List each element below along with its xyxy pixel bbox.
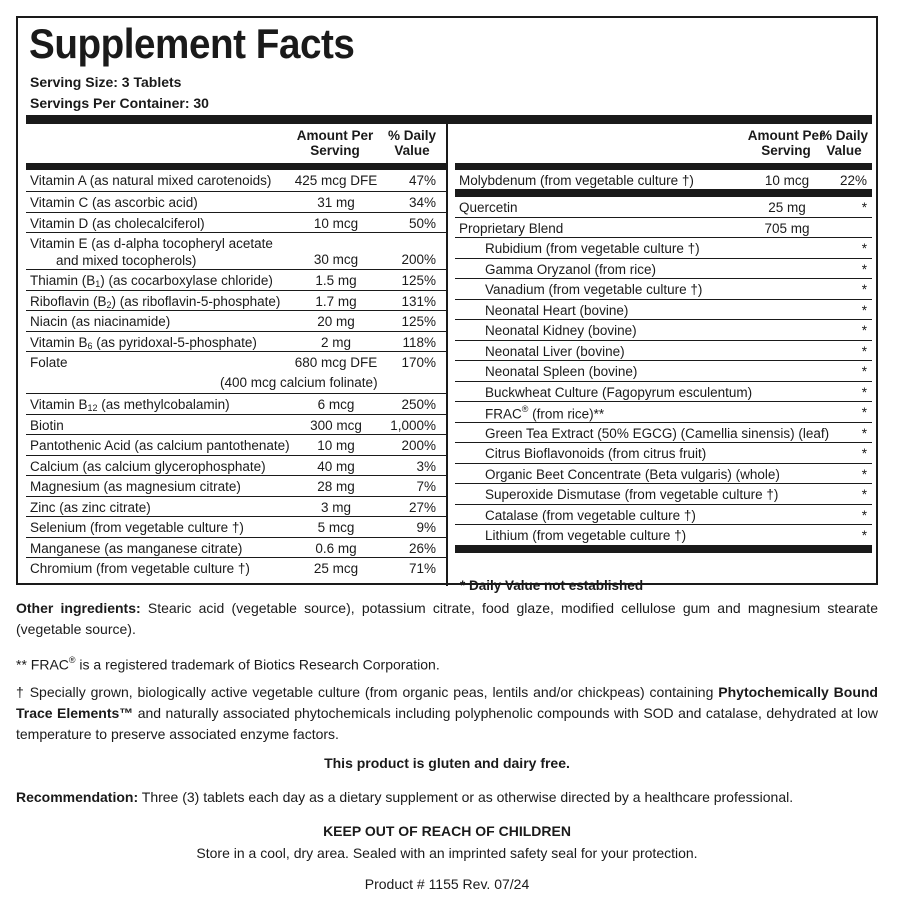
- daily-value: 1,000%: [390, 417, 436, 433]
- nutrient-name: [485, 467, 780, 482]
- nutrient-name-text: Chromium (from vegetable culture †): [30, 561, 250, 576]
- nutrient-name: [30, 195, 198, 210]
- amount-per-serving: 2 mg: [320, 334, 351, 350]
- nutrient-name: [485, 405, 604, 422]
- storage-instructions: Store in a cool, dry area. Sealed with an imprinted safety seal for your protection.: [196, 845, 698, 861]
- nutrient-row: [455, 505, 872, 526]
- nutrient-name-text: Vitamin A (as natural mixed carotenoids): [30, 173, 272, 188]
- daily-value: *: [861, 323, 867, 338]
- daily-value: *: [861, 343, 867, 359]
- daily-value: 3%: [416, 458, 436, 474]
- nutrient-name: [485, 262, 656, 277]
- nutrient-row: [26, 233, 446, 270]
- nutrient-name-text: ) (as riboflavin-5-phosphate): [111, 293, 281, 309]
- nutrient-name-text: Superoxide Dismutase (from vegetable culture †): [485, 487, 779, 502]
- amount-per-serving-header: Amount Per Serving: [296, 128, 374, 158]
- nutrient-name: [485, 303, 628, 318]
- daily-value: 71%: [408, 561, 436, 576]
- daily-value: 125%: [401, 273, 436, 288]
- nutrient-name: [459, 173, 694, 188]
- daily-value: *: [861, 241, 867, 256]
- nutrient-name-text: Quercetin: [459, 200, 518, 215]
- nutrient-name-text: Neonatal Liver (bovine): [485, 343, 625, 359]
- daily-value-header: % Daily Value: [819, 128, 869, 158]
- nutrient-name-text: Magnesium (as magnesium citrate): [30, 479, 241, 494]
- servings-per-container: Servings Per Container: 30: [30, 95, 209, 111]
- nutrient-row: [26, 311, 446, 332]
- nutrient-name-text: Rubidium (from vegetable culture †): [485, 241, 700, 256]
- nutrient-name-text: (from rice)**: [528, 406, 605, 422]
- amount-per-serving: 10 mcg: [313, 215, 359, 231]
- product-number: Product # 1155 Rev. 07/24: [364, 876, 530, 892]
- nutrient-row: [455, 341, 872, 362]
- nutrient-name: [485, 426, 829, 441]
- amount-per-serving: 6 mcg: [317, 397, 355, 412]
- nutrient-name-text: Vitamin E (as d-alpha tocopheryl acetate: [30, 236, 273, 251]
- nutrient-name-text: Proprietary Blend: [459, 220, 564, 236]
- daily-value: 47%: [408, 173, 436, 188]
- nutrient-name: [30, 479, 241, 494]
- daily-value: 22%: [839, 173, 867, 188]
- nutrient-row: [26, 415, 446, 436]
- daily-value: 131%: [401, 293, 436, 309]
- daily-value: 118%: [402, 334, 436, 350]
- nutrient-name: [30, 459, 266, 474]
- daily-value: 170%: [401, 355, 436, 370]
- nutrient-name: [30, 273, 273, 288]
- nutrient-name-text: Green Tea Extract (50% EGCG) (Camellia sinensis) (leaf): [485, 425, 830, 441]
- nutrient-name: [30, 335, 257, 350]
- nutrient-row: [26, 352, 446, 394]
- amount-per-serving: 1.5 mg: [315, 273, 357, 288]
- amount-per-serving: 20 mg: [317, 314, 355, 329]
- daily-value: *: [861, 282, 867, 297]
- nutrient-name: [485, 528, 686, 543]
- amount-per-serving: 10 mcg: [764, 173, 810, 188]
- daily-value: 200%: [401, 438, 436, 453]
- nutrient-row: [26, 558, 446, 580]
- nutrient-row: [26, 332, 446, 353]
- nutrient-name-text: Vitamin B: [30, 397, 88, 412]
- column-divider: [446, 124, 448, 586]
- daily-value: *: [861, 384, 867, 400]
- panel-title: Supplement Facts: [29, 20, 355, 67]
- nutrient-row: [26, 170, 446, 192]
- frac-trademark-note: ** FRAC® is a registered trademark of Biotics Research Corporation.: [16, 655, 440, 673]
- nutrient-name-text: Zinc (as zinc citrate): [30, 499, 151, 515]
- nutrient-row: [455, 238, 872, 259]
- amount-per-serving: 10 mg: [317, 438, 355, 453]
- vegetable-culture-note: † Specially grown, biologically active vegetable culture (from organic peas, lentils and/or chickpeas) containing Phytochemically Bound Trace Elements™ and naturally associated phytochemicals including polyphenolic compounds with SOD and catalase, dehydrated at low temperature to preserve associated enzyme factors.: [16, 684, 878, 742]
- nutrient-name-text: Folate: [30, 355, 68, 370]
- other-ingredients: Other ingredients: Stearic acid (vegetable source), potassium citrate, food glaze, modified cellulose gum and magnesium stearate (vegetable source).: [16, 600, 878, 637]
- nutrient-name: [30, 314, 170, 329]
- nutrient-name: [30, 216, 205, 231]
- nutrient-name-text: ) (as cocarboxylase chloride): [100, 273, 273, 288]
- left-column-header: [26, 124, 446, 170]
- daily-value: *: [861, 364, 867, 379]
- nutrient-row: [26, 497, 446, 518]
- registered-mark: ®: [521, 404, 529, 414]
- right-nutrient-column: [455, 124, 872, 593]
- daily-value-footnote: * Daily Value not established: [460, 578, 644, 593]
- amount-per-serving: 30 mcg: [313, 252, 359, 267]
- nutrient-name: [485, 323, 637, 338]
- nutrient-row: [455, 170, 872, 197]
- nutrient-name-text: Biotin: [30, 417, 64, 433]
- nutrient-name: [485, 344, 625, 359]
- nutrient-name: [30, 561, 250, 576]
- nutrient-name-text: Selenium (from vegetable culture †): [30, 520, 244, 535]
- nutrient-row: [455, 443, 872, 464]
- amount-per-serving: 31 mg: [317, 195, 355, 210]
- nutrient-name: [485, 282, 702, 297]
- nutrient-row: [26, 270, 446, 291]
- nutrient-row: [455, 402, 872, 423]
- daily-value: 125%: [401, 314, 436, 329]
- nutrient-name: [485, 364, 637, 379]
- daily-value: 34%: [408, 195, 436, 210]
- daily-value: *: [861, 425, 867, 441]
- amount-per-serving: 3 mg: [320, 499, 351, 515]
- nutrient-name: [459, 200, 518, 215]
- nutrient-row: [455, 484, 872, 505]
- nutrient-name-text: Molybdenum (from vegetable culture †): [459, 173, 694, 188]
- nutrient-name-text: Citrus Bioflavonoids (from citrus fruit): [485, 446, 707, 461]
- nutrient-name-text: Neonatal Spleen (bovine): [485, 364, 638, 379]
- nutrient-name-text: Vitamin C (as ascorbic acid): [30, 195, 198, 210]
- nutrient-name: [30, 520, 244, 535]
- daily-value: 50%: [408, 215, 436, 231]
- nutrient-name-text: Gamma Oryzanol (from rice): [485, 261, 657, 277]
- daily-value: *: [861, 405, 867, 420]
- nutrient-row: [26, 192, 446, 213]
- nutrient-row: [26, 291, 446, 312]
- daily-value: 200%: [401, 252, 436, 267]
- nutrient-name-text: Vitamin D (as cholecalciferol): [30, 215, 205, 231]
- nutrient-name-text: Organic Beet Concentrate (Beta vulgaris) (whole): [485, 466, 780, 482]
- amount-per-serving: 705 mg: [764, 220, 810, 236]
- daily-value: *: [861, 200, 867, 215]
- nutrient-name-text: Neonatal Heart (bovine): [485, 302, 629, 318]
- daily-value: 7%: [416, 479, 436, 494]
- nutrient-name-text: Thiamin (B: [30, 273, 96, 288]
- nutrient-name-text: Manganese (as manganese citrate): [30, 540, 243, 556]
- nutrient-subscript: 1: [95, 279, 101, 289]
- amount-per-serving: 1.7 mg: [315, 293, 357, 309]
- nutrient-row: [455, 279, 872, 300]
- nutrient-name: [485, 487, 778, 502]
- folate-source-note: (400 mcg calcium folinate): [220, 375, 378, 390]
- amount-per-serving: 0.6 mg: [315, 540, 357, 556]
- nutrient-name-text: Lithium (from vegetable culture †): [485, 528, 687, 543]
- nutrient-row: [455, 464, 872, 485]
- daily-value: *: [861, 261, 867, 277]
- amount-per-serving-header: Amount Per Serving: [747, 128, 825, 158]
- amount-per-serving: 680 mcg DFE: [294, 355, 378, 370]
- right-rows: [455, 170, 872, 553]
- nutrient-name: [459, 221, 563, 236]
- header-divider: [26, 115, 872, 124]
- amount-per-serving: 28 mg: [317, 479, 355, 494]
- nutrient-name: [485, 385, 752, 400]
- amount-per-serving: 425 mcg DFE: [294, 173, 378, 188]
- nutrient-subscript: 6: [87, 340, 93, 351]
- nutrient-name: [30, 294, 280, 309]
- supplement-facts-panel: [16, 16, 878, 593]
- daily-value: 250%: [401, 397, 436, 412]
- nutrient-name: [485, 508, 696, 523]
- nutrient-name-text: Niacin (as niacinamide): [30, 314, 171, 329]
- nutrient-row: [455, 382, 872, 403]
- nutrient-name: [485, 241, 700, 256]
- recommendation: Recommendation: Three (3) tablets each day as a dietary supplement or as otherwise directed by a healthcare professional.: [16, 789, 794, 805]
- nutrient-name: [30, 355, 68, 370]
- amount-per-serving: 40 mg: [317, 458, 355, 474]
- amount-per-serving: 300 mcg: [310, 417, 362, 433]
- nutrient-row: [26, 213, 446, 234]
- daily-value: *: [861, 528, 867, 543]
- nutrient-name: [30, 541, 242, 556]
- nutrient-name-text: Catalase (from vegetable culture †): [485, 507, 696, 523]
- nutrient-row: [26, 435, 446, 456]
- nutrient-row: [26, 456, 446, 477]
- nutrient-row: [455, 525, 872, 553]
- gluten-free-statement: This product is gluten and dairy free.: [324, 755, 570, 771]
- nutrient-subscript: 2: [106, 299, 112, 310]
- daily-value: 9%: [416, 520, 436, 535]
- nutrient-name-text: (as pyridoxal-5-phosphate): [92, 334, 257, 350]
- nutrient-name: [30, 173, 271, 188]
- nutrient-row: [26, 517, 446, 538]
- nutrient-row: [26, 476, 446, 497]
- nutrient-name-text: Vitamin B: [30, 334, 88, 350]
- nutrient-name: [30, 397, 230, 412]
- nutrient-row: [455, 197, 872, 218]
- nutrient-row: [26, 538, 446, 559]
- nutrient-name-text: FRAC: [485, 406, 522, 422]
- left-rows: [26, 170, 446, 580]
- nutrient-name: [30, 418, 64, 433]
- nutrient-row: [455, 259, 872, 280]
- nutrient-row: [455, 320, 872, 341]
- amount-per-serving: 5 mcg: [317, 520, 355, 535]
- nutrient-name-text: Riboflavin (B: [30, 293, 107, 309]
- daily-value: *: [861, 446, 867, 461]
- daily-value: *: [861, 466, 867, 482]
- nutrient-name-text: Vanadium (from vegetable culture †): [485, 282, 703, 297]
- nutrient-name: [485, 446, 706, 461]
- daily-value-header: % Daily Value: [387, 128, 437, 158]
- serving-size: Serving Size: 3 Tablets: [30, 74, 182, 90]
- nutrient-name: [30, 438, 290, 453]
- nutrient-row: [455, 423, 872, 444]
- keep-out-warning: KEEP OUT OF REACH OF CHILDREN: [323, 823, 571, 839]
- nutrient-name-text: Calcium (as calcium glycerophosphate): [30, 458, 266, 474]
- amount-per-serving: 25 mg: [768, 200, 806, 215]
- nutrient-name-text: (as methylcobalamin): [97, 397, 230, 412]
- nutrient-row: [455, 300, 872, 321]
- amount-per-serving: 25 mcg: [313, 561, 359, 576]
- left-nutrient-column: [26, 124, 446, 580]
- nutrient-name-text: Neonatal Kidney (bovine): [485, 323, 637, 338]
- nutrient-name: [30, 500, 151, 515]
- daily-value: *: [861, 487, 867, 502]
- nutrient-name-continued: and mixed tocopherols): [56, 253, 197, 268]
- nutrient-subscript: 12: [87, 403, 98, 413]
- right-column-header: [455, 124, 872, 170]
- nutrient-row: [455, 361, 872, 382]
- nutrient-name-text: Pantothenic Acid (as calcium pantothenate): [30, 438, 290, 453]
- daily-value: 26%: [408, 540, 436, 556]
- daily-value: *: [861, 302, 867, 318]
- daily-value: *: [861, 507, 867, 523]
- nutrient-name: [30, 236, 273, 251]
- nutrient-name-text: Buckwheat Culture (Fagopyrum esculentum): [485, 384, 753, 400]
- nutrient-row: [26, 394, 446, 415]
- nutrient-row: [455, 218, 872, 239]
- daily-value: 27%: [408, 499, 436, 515]
